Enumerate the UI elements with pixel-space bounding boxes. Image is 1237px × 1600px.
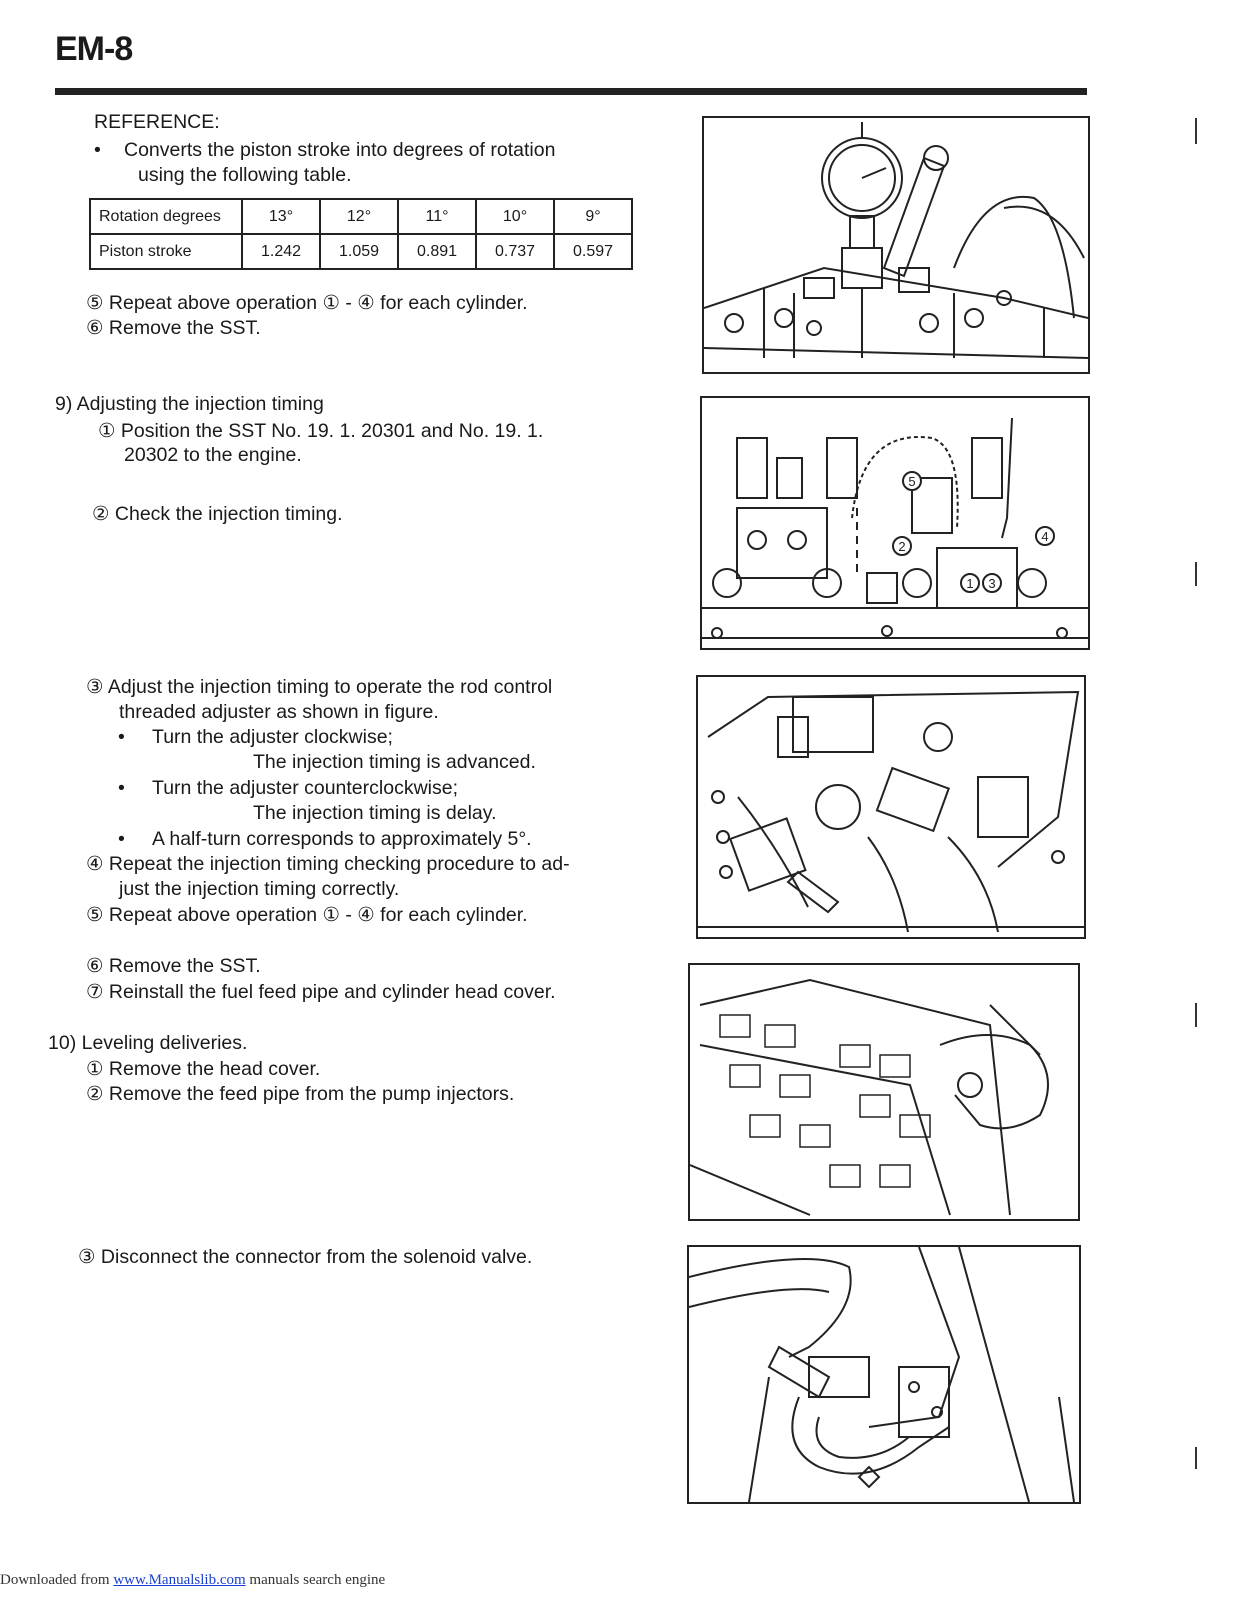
step9-bullet3: A half-turn corresponds to approximately 5°. <box>152 828 532 850</box>
step10-item1: ① Remove the head cover. <box>86 1058 321 1080</box>
scan-mark <box>1195 562 1197 586</box>
table-cell: 11° <box>398 199 476 234</box>
figure-solenoid-connector <box>687 1245 1081 1504</box>
step9-item3-line1: ③ Adjust the injection timing to operate the rod control <box>86 676 553 698</box>
bullet-marker: • <box>118 828 125 850</box>
step10-title: 10) Leveling deliveries. <box>48 1032 248 1054</box>
footer <box>0 1572 385 1589</box>
reference-bullet-line1: Converts the piston stroke into degrees of rotation <box>124 139 556 161</box>
table-cell: 0.891 <box>398 234 476 269</box>
callout-label: 2 <box>898 539 906 554</box>
bullet-marker: • <box>118 777 125 799</box>
step9-item3-line2: threaded adjuster as shown in figure. <box>119 701 439 723</box>
footer-prefix: Downloaded from <box>0 1572 114 1588</box>
figure-threaded-adjuster <box>696 675 1086 939</box>
step9-bullet2-result: The injection timing is delay. <box>253 802 497 824</box>
step9-bullet2: Turn the adjuster counterclockwise; <box>152 777 459 799</box>
step8-item6: ⑥ Remove the SST. <box>86 317 261 339</box>
step9-title: 9) Adjusting the injection timing <box>55 393 324 415</box>
bullet-marker: • <box>118 726 125 748</box>
table-cell: 0.737 <box>476 234 554 269</box>
callout-label: 4 <box>1041 529 1049 544</box>
callout-label: 3 <box>988 576 996 591</box>
step9-item5: ⑤ Repeat above operation ① - ④ for each cylinder. <box>86 904 528 926</box>
page-number: EM-8 <box>55 30 133 68</box>
step9-bullet1-result: The injection timing is advanced. <box>253 751 536 773</box>
table-cell: 1.242 <box>242 234 320 269</box>
step9-item4-line2: just the injection timing correctly. <box>119 878 400 900</box>
step10-item2: ② Remove the feed pipe from the pump injectors. <box>86 1083 515 1105</box>
table-cell: 0.597 <box>554 234 632 269</box>
table-cell: 1.059 <box>320 234 398 269</box>
table-row <box>90 199 632 234</box>
table-row-label: Rotation degrees <box>90 199 242 234</box>
reference-title: REFERENCE: <box>94 111 220 133</box>
header-rule <box>55 88 1087 95</box>
step9-bullet1: Turn the adjuster clockwise; <box>152 726 393 748</box>
table-cell: 13° <box>242 199 320 234</box>
manualslib-link[interactable]: www.Manualslib.com <box>113 1572 246 1588</box>
callout-label: 5 <box>908 474 916 489</box>
step8-item5: ⑤ Repeat above operation ① - ④ for each cylinder. <box>86 292 528 314</box>
scan-mark <box>1195 1447 1197 1469</box>
step9-item1-line1: ① Position the SST No. 19. 1. 20301 and No. 19. 1. <box>98 420 544 442</box>
figure-remove-feed-pipe <box>688 963 1080 1221</box>
table-row-label: Piston stroke <box>90 234 242 269</box>
table-row <box>90 234 632 269</box>
callout-label: 1 <box>966 576 974 591</box>
step9-item7: ⑦ Reinstall the fuel feed pipe and cylinder head cover. <box>86 981 556 1003</box>
step9-item1-line2: 20302 to the engine. <box>124 444 302 466</box>
figure-dial-gauge <box>702 116 1090 374</box>
scan-mark <box>1195 1003 1197 1027</box>
step9-item4-line1: ④ Repeat the injection timing checking procedure to ad- <box>86 853 570 875</box>
footer-suffix: manuals search engine <box>245 1572 386 1588</box>
step10-item3: ③ Disconnect the connector from the solenoid valve. <box>78 1246 533 1268</box>
reference-bullet-marker: • <box>94 139 101 161</box>
stroke-conversion-table <box>89 198 633 270</box>
table-cell: 10° <box>476 199 554 234</box>
figure-sst-position <box>700 396 1090 650</box>
table-cell: 12° <box>320 199 398 234</box>
reference-bullet-line2: using the following table. <box>138 164 352 186</box>
scan-mark <box>1195 118 1197 144</box>
step9-item2: ② Check the injection timing. <box>92 503 343 525</box>
step9-item6: ⑥ Remove the SST. <box>86 955 261 977</box>
table-cell: 9° <box>554 199 632 234</box>
